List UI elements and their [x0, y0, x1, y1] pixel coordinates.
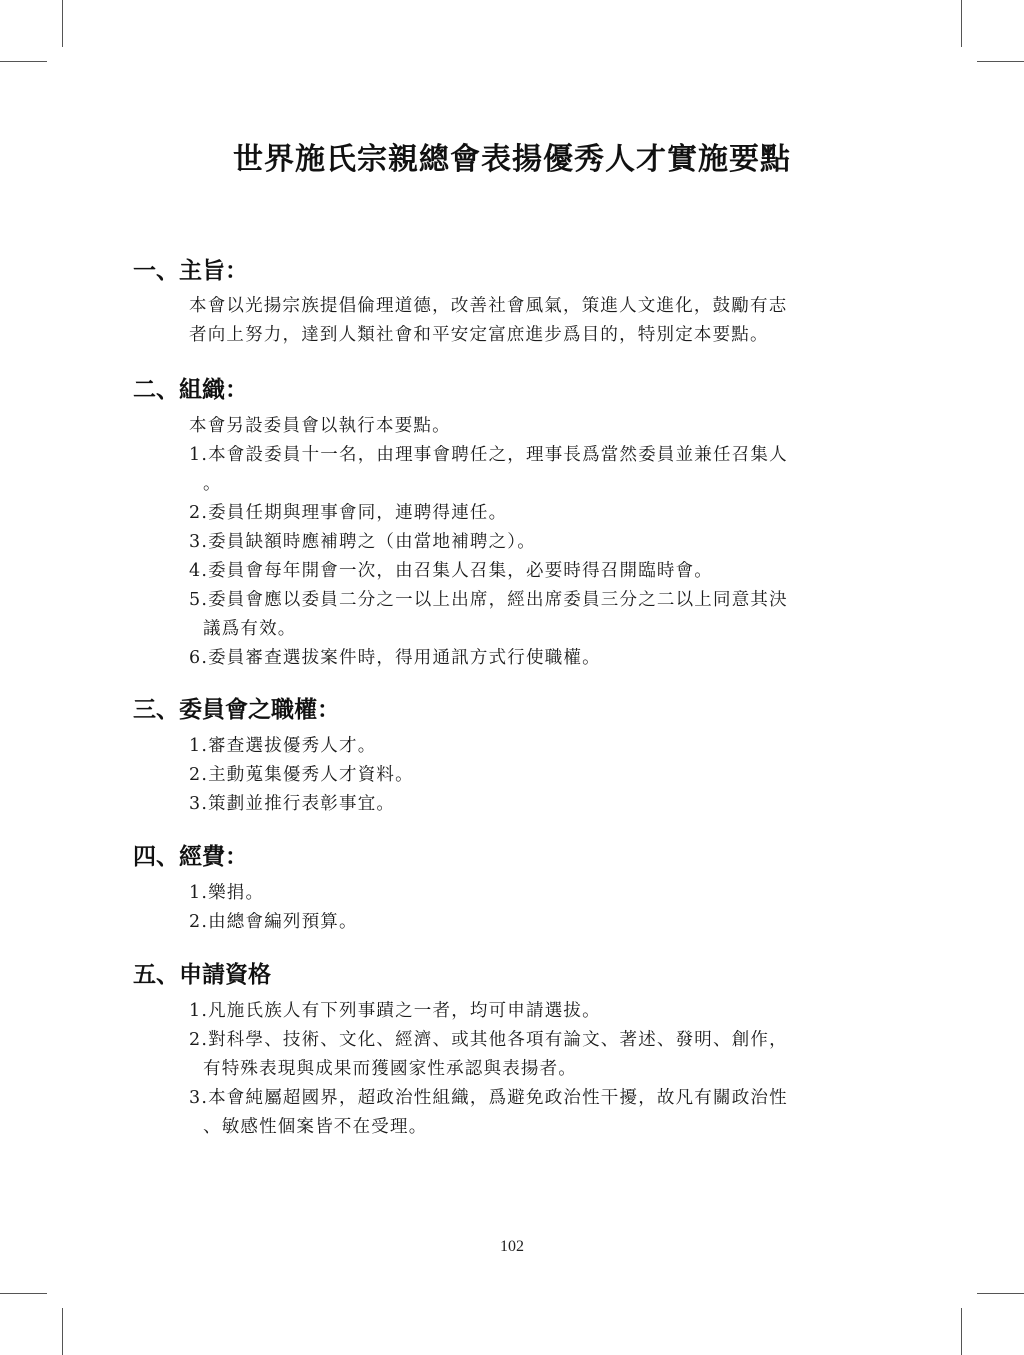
crop-mark-bottom-right-vertical — [961, 1308, 962, 1355]
document-title: 世界施氏宗親總會表揚優秀人才實施要點 — [233, 142, 791, 177]
list-item-continuation: 。 — [203, 474, 222, 494]
section-body-purpose — [189, 292, 879, 350]
crop-mark-top-right-horizontal — [977, 61, 1024, 62]
list-item: 5.委員會應以委員二分之一以上出席，經出席委員三分之二以上同意其決 — [189, 590, 788, 610]
list-item: 2.委員任期與理事會同，連聘得連任。 — [189, 503, 508, 523]
crop-mark-bottom-left-horizontal — [0, 1293, 47, 1294]
section-heading-funding: 四、經費： — [133, 844, 248, 870]
paragraph-line: 本會另設委員會以執行本要點。 — [189, 416, 451, 436]
crop-mark-top-left-vertical — [62, 0, 63, 47]
section-heading-eligibility: 五、申請資格 — [133, 962, 271, 988]
crop-mark-bottom-right-horizontal — [977, 1293, 1024, 1294]
list-item: 1.審查選拔優秀人才。 — [189, 736, 377, 756]
section-heading-committee-powers: 三、委員會之職權： — [133, 697, 340, 723]
section-body-eligibility — [189, 997, 879, 1142]
section-body-committee-powers — [189, 732, 879, 819]
list-item: 2.由總會編列預算。 — [189, 912, 358, 932]
list-item: 3.本會純屬超國界，超政治性組織，爲避免政治性干擾，故凡有關政治性 — [189, 1088, 788, 1108]
section-heading-organization: 二、組織： — [133, 377, 248, 403]
list-item: 2.對科學、技術、文化、經濟、或其他各項有論文、著述、發明、創作， — [189, 1030, 788, 1050]
section-body-organization — [189, 412, 879, 673]
list-item: 3.策劃並推行表彰事宜。 — [189, 794, 396, 814]
paragraph-line: 本會以光揚宗族提倡倫理道德，改善社會風氣，策進人文進化，鼓勵有志 — [189, 296, 788, 316]
list-item: 3.委員缺額時應補聘之（由當地補聘之）。 — [189, 532, 536, 552]
list-item-continuation: 有特殊表現與成果而獲國家性承認與表揚者。 — [203, 1059, 577, 1079]
section-body-funding — [189, 879, 879, 937]
list-item-continuation: 議爲有效。 — [203, 619, 297, 639]
list-item: 2.主動蒐集優秀人才資料。 — [189, 765, 414, 785]
crop-mark-top-right-vertical — [961, 0, 962, 47]
crop-mark-top-left-horizontal — [0, 61, 47, 62]
page-number: 102 — [500, 1238, 524, 1255]
list-item: 4.委員會每年開會一次，由召集人召集，必要時得召開臨時會。 — [189, 561, 713, 581]
paragraph-line: 者向上努力，達到人類社會和平安定富庶進步爲目的，特別定本要點。 — [189, 325, 769, 345]
crop-mark-bottom-left-vertical — [62, 1308, 63, 1355]
section-heading-purpose: 一、主旨： — [133, 258, 248, 284]
list-item: 1.本會設委員十一名，由理事會聘任之，理事長爲當然委員並兼任召集人 — [189, 445, 788, 465]
list-item: 1.樂捐。 — [189, 883, 265, 903]
list-item: 6.委員審查選拔案件時，得用通訊方式行使職權。 — [189, 648, 601, 668]
list-item: 1.凡施氏族人有下列事蹟之一者，均可申請選拔。 — [189, 1001, 601, 1021]
list-item-continuation: 、敏感性個案皆不在受理。 — [203, 1117, 428, 1137]
